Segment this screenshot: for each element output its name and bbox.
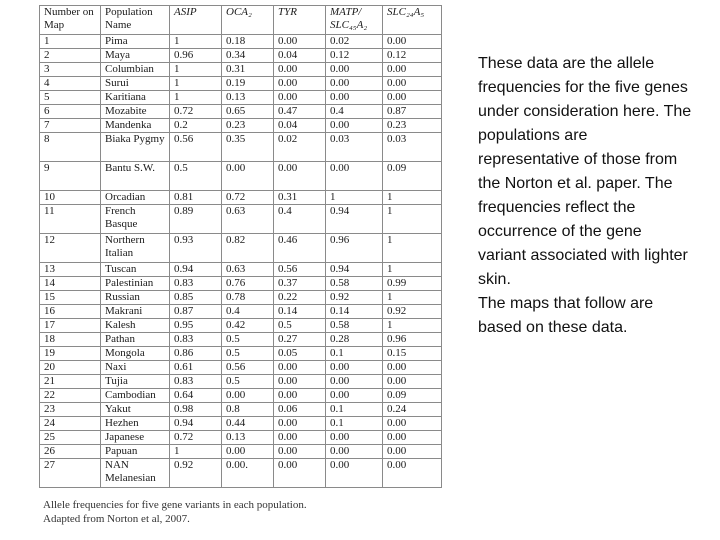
cell-slc24a5: 0.09	[383, 389, 442, 403]
cell-tyr: 0.04	[274, 49, 326, 63]
cell-oca2: 0.19	[222, 77, 274, 91]
table-row	[40, 431, 442, 445]
cell-slc24a5: 0.09	[383, 162, 442, 191]
cell-number: 8	[40, 133, 101, 162]
cell-asip: 0.95	[170, 319, 222, 333]
cell-population: Kalesh	[101, 319, 170, 333]
cell-number: 19	[40, 347, 101, 361]
table-caption	[43, 498, 307, 526]
cell-slc24a5: 0.00	[383, 35, 442, 49]
cell-number: 1	[40, 35, 101, 49]
table-row	[40, 277, 442, 291]
cell-population: Pathan	[101, 333, 170, 347]
cell-oca2: 0.34	[222, 49, 274, 63]
cell-matp: 0.00	[326, 361, 383, 375]
cell-number: 14	[40, 277, 101, 291]
cell-slc24a5: 0.92	[383, 305, 442, 319]
cell-matp: 0.00	[326, 162, 383, 191]
cell-oca2: 0.18	[222, 35, 274, 49]
cell-slc24a5: 0.00	[383, 431, 442, 445]
cell-matp: 0.00	[326, 431, 383, 445]
cell-tyr: 0.06	[274, 403, 326, 417]
cell-oca2: 0.00	[222, 445, 274, 459]
cell-asip: 1	[170, 91, 222, 105]
cell-asip: 0.87	[170, 305, 222, 319]
cell-number: 4	[40, 77, 101, 91]
cell-matp: 0.4	[326, 105, 383, 119]
cell-matp: 0.14	[326, 305, 383, 319]
cell-slc24a5: 0.00	[383, 417, 442, 431]
cell-slc24a5: 1	[383, 191, 442, 205]
table-row	[40, 77, 442, 91]
cell-number: 24	[40, 417, 101, 431]
cell-oca2: 0.00	[222, 389, 274, 403]
cell-tyr: 0.4	[274, 205, 326, 234]
table-row	[40, 105, 442, 119]
cell-number: 16	[40, 305, 101, 319]
cell-matp: 0.00	[326, 459, 383, 488]
cell-number: 3	[40, 63, 101, 77]
cell-population: Mandenka	[101, 119, 170, 133]
cell-matp: 0.12	[326, 49, 383, 63]
cell-matp: 0.96	[326, 234, 383, 263]
cell-slc24a5: 0.00	[383, 63, 442, 77]
cell-slc24a5: 0.15	[383, 347, 442, 361]
cell-matp: 0.94	[326, 205, 383, 234]
cell-tyr: 0.22	[274, 291, 326, 305]
cell-asip: 0.2	[170, 119, 222, 133]
cell-population: Northern Italian	[101, 234, 170, 263]
cell-oca2: 0.56	[222, 361, 274, 375]
cell-slc24a5: 0.00	[383, 77, 442, 91]
cell-slc24a5: 0.03	[383, 133, 442, 162]
table-body	[40, 35, 442, 488]
cell-population: Biaka Pygmy	[101, 133, 170, 162]
cell-slc24a5: 0.96	[383, 333, 442, 347]
cell-tyr: 0.56	[274, 263, 326, 277]
allele-frequency-table-container	[39, 5, 441, 488]
table-row	[40, 191, 442, 205]
header-asip: ASIP	[170, 6, 222, 35]
cell-population: Maya	[101, 49, 170, 63]
cell-asip: 0.94	[170, 417, 222, 431]
explanation-paragraph-2: The maps that follow are based on these data.	[478, 295, 654, 336]
cell-population: Columbian	[101, 63, 170, 77]
cell-population: Tujia	[101, 375, 170, 389]
cell-oca2: 0.63	[222, 263, 274, 277]
cell-matp: 0.00	[326, 77, 383, 91]
table-row	[40, 205, 442, 234]
cell-asip: 1	[170, 63, 222, 77]
cell-asip: 1	[170, 35, 222, 49]
cell-number: 27	[40, 459, 101, 488]
cell-population: Surui	[101, 77, 170, 91]
cell-population: Japanese	[101, 431, 170, 445]
cell-asip: 0.61	[170, 361, 222, 375]
cell-tyr: 0.00	[274, 361, 326, 375]
cell-slc24a5: 1	[383, 319, 442, 333]
cell-oca2: 0.00.	[222, 459, 274, 488]
cell-population: Palestinian	[101, 277, 170, 291]
cell-oca2: 0.78	[222, 291, 274, 305]
cell-tyr: 0.00	[274, 417, 326, 431]
cell-matp: 0.1	[326, 403, 383, 417]
cell-slc24a5: 0.00	[383, 459, 442, 488]
cell-population: Pima	[101, 35, 170, 49]
cell-asip: 0.83	[170, 333, 222, 347]
cell-oca2: 0.35	[222, 133, 274, 162]
table-row	[40, 35, 442, 49]
cell-slc24a5: 0.87	[383, 105, 442, 119]
cell-matp: 0.58	[326, 277, 383, 291]
cell-number: 11	[40, 205, 101, 234]
cell-matp: 0.00	[326, 375, 383, 389]
cell-number: 6	[40, 105, 101, 119]
cell-tyr: 0.00	[274, 35, 326, 49]
cell-number: 20	[40, 361, 101, 375]
cell-oca2: 0.65	[222, 105, 274, 119]
cell-population: French Basque	[101, 205, 170, 234]
cell-slc24a5: 0.12	[383, 49, 442, 63]
cell-number: 2	[40, 49, 101, 63]
header-oca2: OCA₂	[222, 6, 274, 35]
table-row	[40, 119, 442, 133]
cell-oca2: 0.00	[222, 162, 274, 191]
cell-oca2: 0.76	[222, 277, 274, 291]
table-row	[40, 459, 442, 488]
table-row	[40, 333, 442, 347]
cell-oca2: 0.13	[222, 91, 274, 105]
cell-tyr: 0.00	[274, 375, 326, 389]
cell-tyr: 0.00	[274, 63, 326, 77]
cell-number: 25	[40, 431, 101, 445]
cell-population: Makrani	[101, 305, 170, 319]
cell-population: Bantu S.W.	[101, 162, 170, 191]
cell-asip: 0.93	[170, 234, 222, 263]
cell-asip: 0.81	[170, 191, 222, 205]
cell-asip: 0.98	[170, 403, 222, 417]
cell-slc24a5: 1	[383, 263, 442, 277]
cell-tyr: 0.5	[274, 319, 326, 333]
cell-matp: 0.03	[326, 133, 383, 162]
cell-matp: 0.00	[326, 445, 383, 459]
table-row	[40, 389, 442, 403]
cell-asip: 0.83	[170, 375, 222, 389]
header-slc24a5: SLC₂₄A₅	[383, 6, 442, 35]
explanation-text	[478, 52, 693, 340]
cell-tyr: 0.00	[274, 459, 326, 488]
cell-oca2: 0.13	[222, 431, 274, 445]
cell-number: 17	[40, 319, 101, 333]
cell-number: 26	[40, 445, 101, 459]
cell-population: Hezhen	[101, 417, 170, 431]
table-row	[40, 49, 442, 63]
cell-matp: 0.1	[326, 417, 383, 431]
cell-population: Mongola	[101, 347, 170, 361]
cell-population: Mozabite	[101, 105, 170, 119]
cell-tyr: 0.00	[274, 91, 326, 105]
cell-oca2: 0.72	[222, 191, 274, 205]
cell-matp: 0.02	[326, 35, 383, 49]
table-row	[40, 162, 442, 191]
cell-tyr: 0.14	[274, 305, 326, 319]
table-header-row	[40, 6, 442, 35]
cell-tyr: 0.05	[274, 347, 326, 361]
cell-matp: 0.94	[326, 263, 383, 277]
header-number-on-map: Number on Map	[40, 6, 101, 35]
cell-number: 9	[40, 162, 101, 191]
cell-number: 5	[40, 91, 101, 105]
cell-slc24a5: 0.00	[383, 375, 442, 389]
cell-slc24a5: 1	[383, 234, 442, 263]
cell-number: 23	[40, 403, 101, 417]
table-row	[40, 263, 442, 277]
cell-asip: 0.96	[170, 49, 222, 63]
cell-oca2: 0.82	[222, 234, 274, 263]
cell-matp: 0.92	[326, 291, 383, 305]
cell-number: 18	[40, 333, 101, 347]
cell-asip: 0.5	[170, 162, 222, 191]
cell-population: Karitiana	[101, 91, 170, 105]
cell-matp: 0.00	[326, 389, 383, 403]
cell-asip: 1	[170, 77, 222, 91]
cell-tyr: 0.00	[274, 389, 326, 403]
cell-tyr: 0.47	[274, 105, 326, 119]
table-row	[40, 63, 442, 77]
cell-tyr: 0.37	[274, 277, 326, 291]
table-row	[40, 305, 442, 319]
cell-population: Papuan	[101, 445, 170, 459]
cell-number: 13	[40, 263, 101, 277]
table-row	[40, 133, 442, 162]
cell-tyr: 0.27	[274, 333, 326, 347]
cell-oca2: 0.5	[222, 375, 274, 389]
cell-oca2: 0.44	[222, 417, 274, 431]
cell-slc24a5: 0.99	[383, 277, 442, 291]
cell-tyr: 0.00	[274, 162, 326, 191]
cell-oca2: 0.63	[222, 205, 274, 234]
table-row	[40, 361, 442, 375]
table-row	[40, 291, 442, 305]
cell-oca2: 0.5	[222, 333, 274, 347]
cell-slc24a5: 0.00	[383, 361, 442, 375]
cell-number: 12	[40, 234, 101, 263]
cell-matp: 0.00	[326, 119, 383, 133]
cell-oca2: 0.4	[222, 305, 274, 319]
cell-population: Naxi	[101, 361, 170, 375]
cell-asip: 0.83	[170, 277, 222, 291]
table-row	[40, 375, 442, 389]
cell-population: Cambodian	[101, 389, 170, 403]
cell-number: 15	[40, 291, 101, 305]
allele-frequency-table	[39, 5, 442, 488]
cell-matp: 0.00	[326, 63, 383, 77]
cell-slc24a5: 0.23	[383, 119, 442, 133]
table-row	[40, 319, 442, 333]
cell-tyr: 0.46	[274, 234, 326, 263]
cell-oca2: 0.5	[222, 347, 274, 361]
cell-population: Tuscan	[101, 263, 170, 277]
cell-tyr: 0.31	[274, 191, 326, 205]
cell-asip: 0.72	[170, 431, 222, 445]
cell-tyr: 0.00	[274, 445, 326, 459]
cell-number: 10	[40, 191, 101, 205]
table-row	[40, 91, 442, 105]
cell-oca2: 0.8	[222, 403, 274, 417]
cell-oca2: 0.23	[222, 119, 274, 133]
cell-tyr: 0.04	[274, 119, 326, 133]
header-tyr: TYR	[274, 6, 326, 35]
cell-slc24a5: 1	[383, 205, 442, 234]
cell-asip: 0.89	[170, 205, 222, 234]
explanation-paragraph-1: These data are the allele frequencies for the five genes under consideration here. The populations are representative of those from the Norton et al. paper. The frequencies reflect the occurrence of the gene variant associated with lighter skin.	[478, 55, 692, 288]
table-row	[40, 417, 442, 431]
cell-asip: 0.85	[170, 291, 222, 305]
cell-asip: 0.92	[170, 459, 222, 488]
table-row	[40, 234, 442, 263]
caption-line-2: Adapted from Norton et al, 2007.	[43, 513, 190, 525]
cell-tyr: 0.00	[274, 431, 326, 445]
cell-population: Yakut	[101, 403, 170, 417]
cell-number: 21	[40, 375, 101, 389]
cell-slc24a5: 0.24	[383, 403, 442, 417]
header-matp: MATP/ SLC₄₅A₂	[326, 6, 383, 35]
cell-matp: 0.58	[326, 319, 383, 333]
cell-tyr: 0.00	[274, 77, 326, 91]
cell-population: NAN Melanesian	[101, 459, 170, 488]
cell-matp: 0.00	[326, 91, 383, 105]
cell-oca2: 0.31	[222, 63, 274, 77]
cell-asip: 0.94	[170, 263, 222, 277]
cell-matp: 1	[326, 191, 383, 205]
header-population-name: Population Name	[101, 6, 170, 35]
cell-asip: 0.64	[170, 389, 222, 403]
cell-slc24a5: 0.00	[383, 91, 442, 105]
cell-tyr: 0.02	[274, 133, 326, 162]
cell-slc24a5: 0.00	[383, 445, 442, 459]
cell-population: Orcadian	[101, 191, 170, 205]
cell-matp: 0.1	[326, 347, 383, 361]
table-row	[40, 445, 442, 459]
table-row	[40, 347, 442, 361]
caption-line-1: Allele frequencies for five gene variants in each population.	[43, 499, 307, 511]
cell-asip: 0.86	[170, 347, 222, 361]
table-row	[40, 403, 442, 417]
cell-number: 22	[40, 389, 101, 403]
cell-matp: 0.28	[326, 333, 383, 347]
cell-asip: 1	[170, 445, 222, 459]
cell-asip: 0.72	[170, 105, 222, 119]
cell-oca2: 0.42	[222, 319, 274, 333]
cell-population: Russian	[101, 291, 170, 305]
cell-asip: 0.56	[170, 133, 222, 162]
cell-number: 7	[40, 119, 101, 133]
cell-slc24a5: 1	[383, 291, 442, 305]
